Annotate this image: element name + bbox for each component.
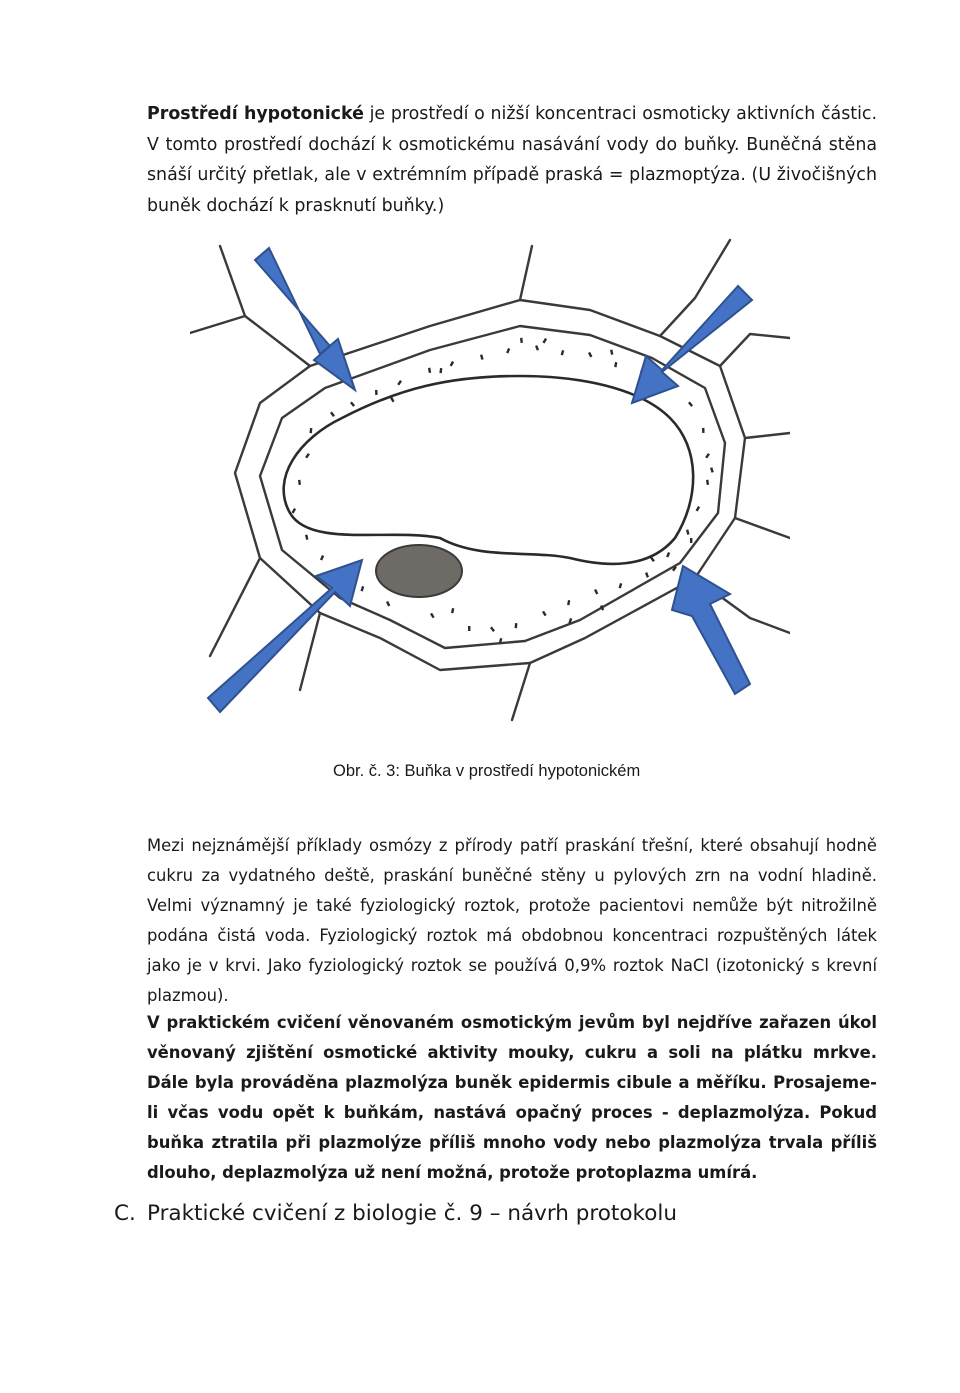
granule-dot xyxy=(688,401,693,406)
practical-paragraph: V praktickém cvičení věnovaném osmotickým jevům byl nejdříve zařazen úkol věnovaný zjištění osmotické aktivity mouky, cukru a soli na plátku mrkve. Dále byla prováděna plazmolýza buněk epidermis cibule a měříku. Prosajeme-li včas vodu opět k buňkám, nastává opačný proces - deplazmolýza. Pokud buňka ztratila při plazmolýze příliš mnoho vody nebo plazmolýza trvala příliš dlouho, deplazmolýza už není možná, protože protoplazma umírá. xyxy=(147,1013,877,1183)
granule-dot xyxy=(645,572,649,578)
body-paragraph: Mezi nejznámější příklady osmózy z přírody patří praskání třešní, které obsahují hodně cukru za vydatného deště, praskání buněčné stěny u pylových zrn na vodní hladině. Velmi významný je také fyziologický roztok, protože pacientovi nemůže být nitrožilně podána čistá voda. Fyziologický roztok má obdobnou koncentraci rozpuštěných látek jako je v krvi. Jako fyziologický roztok se používá 0,9% roztok NaCl (izotonický s krevní plazmou). xyxy=(147,836,877,1006)
granule-dot xyxy=(666,552,670,558)
granule-dot xyxy=(480,354,484,359)
granule-dot xyxy=(610,350,613,355)
granule-dot xyxy=(588,352,592,358)
granule-dot xyxy=(535,345,539,351)
cell-figure xyxy=(190,238,790,738)
nucleus xyxy=(376,545,462,597)
granule-dot xyxy=(320,555,324,561)
section-number: C. xyxy=(114,1201,136,1226)
granule-dot xyxy=(490,627,495,632)
arrow-bottom-left-icon xyxy=(208,560,362,712)
granule-dot xyxy=(375,390,378,395)
intro-paragraph xyxy=(147,99,877,221)
section-heading xyxy=(114,1196,677,1232)
granule-dot xyxy=(350,401,355,406)
granule-dot xyxy=(468,626,470,631)
granule-dot xyxy=(309,428,312,433)
granule-dot xyxy=(686,529,690,534)
neighbour-wall-top xyxy=(520,246,532,300)
intro-text: je prostředí o nižší koncentraci osmoticky aktivních částic. V tomto prostředí dochází k osmotickému nasávání vody do buňky. Buněčná stěna snáší určitý přetlak, ale v extrémním případě praská = plazmoptýza. (U živočišných buněk dochází k prasknutí buňky.) xyxy=(147,104,877,216)
granule-dot xyxy=(298,480,301,485)
granule-dot xyxy=(690,538,692,543)
granule-dot xyxy=(705,453,710,458)
granule-dot xyxy=(702,428,705,433)
neighbour-wall-top-left xyxy=(190,246,310,366)
granule-dot xyxy=(390,397,395,403)
hypotonic-cell-illustration xyxy=(190,238,790,738)
granule-dot xyxy=(451,608,454,613)
granule-dot xyxy=(292,508,297,514)
granule-dot xyxy=(594,589,598,595)
granule-dot xyxy=(619,583,623,588)
granule-dot xyxy=(542,338,547,344)
granule-dot xyxy=(330,412,335,417)
granule-dot xyxy=(506,348,510,354)
granule-dot xyxy=(710,467,714,472)
figure-caption: Obr. č. 3: Buňka v prostředí hypotonickém xyxy=(333,762,641,780)
granule-dot xyxy=(428,368,431,373)
arrow-top-right-icon xyxy=(632,286,752,403)
granule-dot xyxy=(450,361,454,367)
neighbour-wall-bottom xyxy=(512,663,530,720)
granule-dot xyxy=(360,586,364,591)
granule-dot xyxy=(706,480,709,485)
granule-dot xyxy=(520,338,523,343)
granule-dot xyxy=(561,350,565,355)
arrow-bottom-right-icon xyxy=(672,566,750,694)
granule-dot xyxy=(397,380,402,385)
granule-dot xyxy=(305,534,308,539)
granule-dot xyxy=(542,611,547,617)
granule-dot xyxy=(515,623,518,628)
intro-bold-term: Prostředí hypotonické xyxy=(147,104,364,125)
granule-dot xyxy=(430,613,435,619)
granule-dot xyxy=(305,453,310,458)
granule-dot xyxy=(696,506,701,512)
granule-dot xyxy=(567,600,570,605)
granule-dot xyxy=(386,601,390,607)
granule-dot xyxy=(439,368,442,373)
section-title: Praktické cvičení z biologie č. 9 – návrh protokolu xyxy=(147,1201,677,1226)
granule-dot xyxy=(614,362,617,367)
vacuole-membrane xyxy=(284,376,694,564)
